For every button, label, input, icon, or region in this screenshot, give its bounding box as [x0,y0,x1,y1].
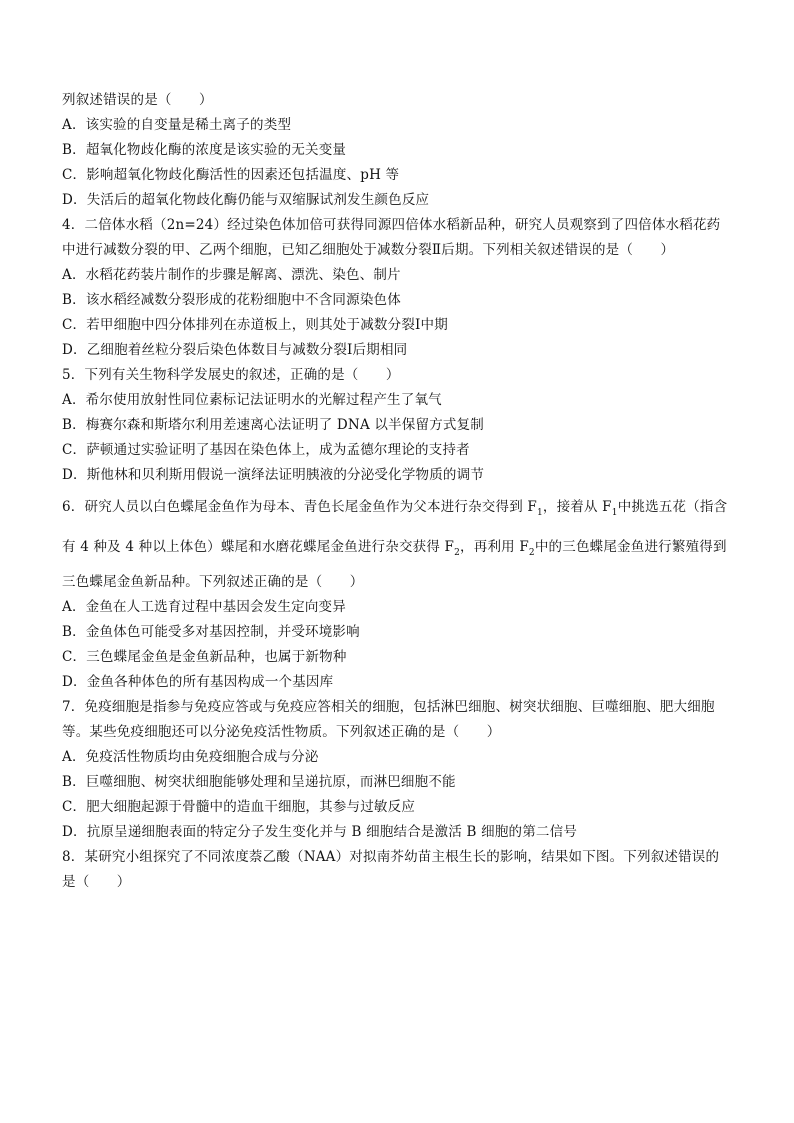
q5-stem: 5．下列有关生物科学发展史的叙述，正确的是（ ） [62,367,400,383]
q6-line1-text-c: 中挑选五花（指含 [617,499,728,515]
q3-option-d: D．失活后的超氧化物歧化酶仍能与双缩脲试剂发生颜色反应 [62,192,430,208]
q6-option-d: D．金鱼各种体色的所有基因构成一个基因库 [62,674,334,690]
q6-line1-text-a: 6．研究人员以白色蝶尾金鱼作为母本、青色长尾金鱼作为父本进行杂交得到 F [62,499,537,515]
q7-option-a: A．免疫活性物质均由免疫细胞合成与分泌 [62,749,319,765]
q7-option-d: D．抗原呈递细胞表面的特定分子发生变化并与 B 细胞结合是激活 B 细胞的第二信号 [62,824,578,840]
q7-option-c: C．肥大细胞起源于骨髓中的造血干细胞，其参与过敏反应 [62,799,416,815]
q4-option-c: C．若甲细胞中四分体排列在赤道板上，则其处于减数分裂Ⅰ中期 [62,317,448,333]
q3-option-c: C．影响超氧化物歧化酶活性的因素还包括温度、pH 等 [62,167,400,183]
q6-line1-text-b: ，接着从 F [542,499,612,515]
q7-option-b: B．巨噬细胞、树突状细胞能够处理和呈递抗原，而淋巴细胞不能 [62,774,456,790]
q6-line2-subscript: 2 [454,548,461,558]
q7-stem-line1: 7．免疫细胞是指参与免疫应答或与免疫应答相关的细胞，包括淋巴细胞、树突状细胞、巨噬细胞、肥大细胞 [62,699,715,715]
q6-stem-line3: 三色蝶尾金鱼新品种。下列叙述正确的是（ ） [62,574,364,590]
q5-option-a: A．希尔使用放射性同位素标记法证明水的光解过程产生了氧气 [62,392,442,408]
q6-option-a: A．金鱼在人工选育过程中基因会发生定向变异 [62,599,346,615]
q3-stem-tail: 列叙述错误的是（ ） [62,92,213,108]
q3-option-a: A．该实验的自变量是稀土离子的类型 [62,117,292,133]
q7-stem-line2: 等。某些免疫细胞还可以分泌免疫活性物质。下列叙述正确的是（ ） [62,724,501,740]
q4-option-b: B．该水稻经减数分裂形成的花粉细胞中不含同源染色体 [62,292,401,308]
q6-stem-line1 [62,497,738,519]
q6-line1-subscript: 1 [536,508,543,518]
q5-option-c: C．萨顿通过实验证明了基因在染色体上，成为孟德尔理论的支持者 [62,442,470,458]
q3-option-b: B．超氧化物歧化酶的浓度是该实验的无关变量 [62,142,347,158]
q4-option-d: D．乙细胞着丝粒分裂后染色体数目与减数分裂Ⅰ后期相同 [62,342,408,358]
q6-line2-text-b: ，再利用 F [460,539,529,555]
q6-line2-subscript-2: 2 [528,548,535,558]
q5-option-d: D．斯他林和贝利斯用假说一演绎法证明胰液的分泌受化学物质的调节 [62,467,485,483]
q6-line2-text-c: 中的三色蝶尾金鱼进行繁殖得到 [534,539,727,555]
q8-stem-line1: 8．某研究小组探究了不同浓度萘乙酸（NAA）对拟南芥幼苗主根生长的影响，结果如下图。下列叙述错误的 [62,849,720,865]
q6-line2-text-a: 有 4 种及 4 种以上体色）蝶尾和水磨花蝶尾金鱼进行杂交获得 F [62,539,455,555]
q4-stem-line1: 4．二倍体水稻（2n=24）经过染色体加倍可获得同源四倍体水稻新品种，研究人员观察到了四倍体水稻花药 [62,217,721,233]
q6-option-b: B．金鱼体色可能受多对基因控制，并受环境影响 [62,624,360,640]
q4-stem-line2: 中进行减数分裂的甲、乙两个细胞，已知乙细胞处于减数分裂Ⅱ后期。下列相关叙述错误的是（ ） [62,242,675,258]
q8-stem-line2: 是（ ） [62,874,131,890]
q4-option-a: A．水稻花药装片制作的步骤是解离、漂洗、染色、制片 [62,267,401,283]
q6-option-c: C．三色蝶尾金鱼是金鱼新品种，也属于新物种 [62,649,347,665]
q6-stem-line2 [62,537,738,559]
q6-line1-subscript-2: 1 [611,508,618,518]
q5-option-b: B．梅赛尔森和斯塔尔利用差速离心法证明了 DNA 以半保留方式复制 [62,417,484,433]
